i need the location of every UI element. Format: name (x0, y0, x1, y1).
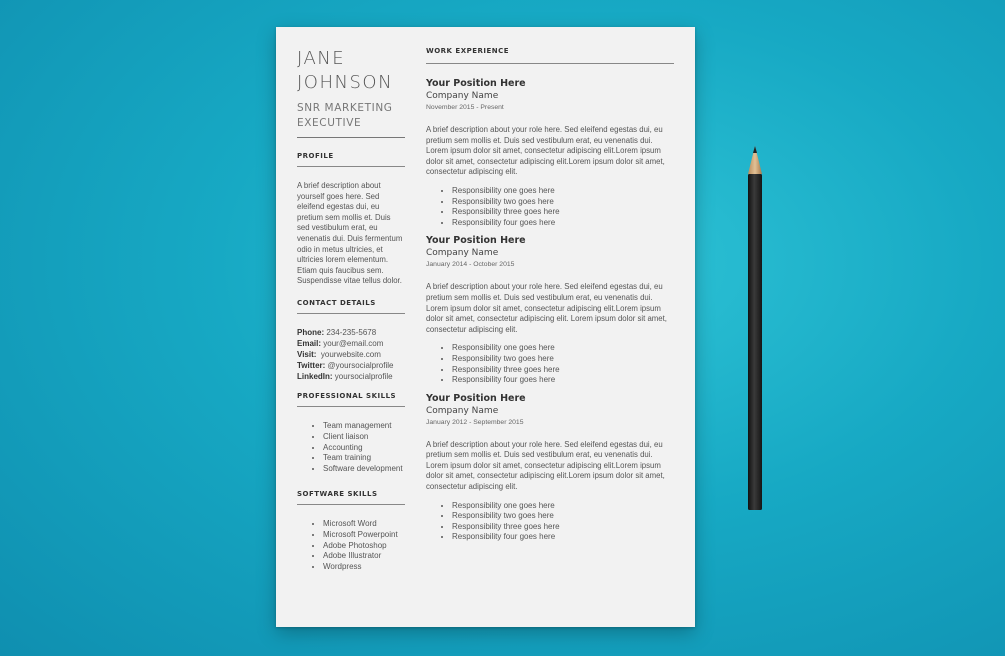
job-responsibilities (426, 343, 674, 385)
name-divider (297, 137, 405, 138)
contact-divider (297, 313, 405, 314)
work-experience-divider (426, 63, 674, 64)
resume-sidebar (297, 47, 405, 572)
list-item: • Software development (323, 464, 405, 475)
list-item: • Responsibility three goes here (452, 365, 674, 376)
contact-visit: Visit: yourwebsite.com (297, 349, 381, 359)
job-description: A brief description about your role here. Sed eleifend egestas dui, eu pretium sem mollis et. Duis sed vestibulum erat, eu venenatis dui. Lorem ipsum dolor sit amet, consectetur adipiscing elit.Lorem ipsum dolor sit amet, consectetur adipiscing elit. Lorem ipsum dolor sit amet, consectetur adipiscing elit. (426, 282, 667, 334)
job-entry (426, 77, 674, 228)
job-position: Your Position Here (426, 392, 526, 404)
job-title-line-2: EXECUTIVE (297, 117, 362, 129)
resume-main (426, 47, 674, 543)
list-item: • Responsibility one goes here (452, 343, 674, 354)
contact-details (297, 328, 405, 383)
profile-text: A brief description about yourself goes here. Sed eleifend egestas dui, eu pretium sem mollis et. Duis sed vestibulum erat, eu venenatis dui. Duis fermentum odio in metus ultricies, et ultricies lorem elementum. Etiam quis faucibus sem. Suspendisse vitae tellus dolor. (297, 181, 403, 286)
list-item: • Responsibility four goes here (452, 218, 674, 229)
list-item: • Adobe Illustrator (323, 551, 405, 562)
contact-linkedin: LinkedIn: yoursocialprofile (297, 371, 393, 381)
job-title-line-1: SNR MARKETING (297, 102, 393, 114)
job-title (297, 101, 405, 131)
list-item: • Microsoft Word (323, 519, 405, 530)
list-item: • Responsibility two goes here (452, 197, 674, 208)
list-item: • Responsibility four goes here (452, 532, 674, 543)
job-dates: January 2014 - October 2015 (426, 261, 515, 269)
list-item: • Responsibility two goes here (452, 511, 674, 522)
profile-heading: PROFILE (297, 152, 334, 160)
list-item: • Team training (323, 453, 405, 464)
job-position: Your Position Here (426, 78, 526, 89)
professional-skills-divider (297, 406, 405, 407)
list-item: • Responsibility three goes here (452, 207, 674, 218)
contact-email: Email: your@email.com (297, 338, 384, 348)
job-dates: November 2015 - Present (426, 104, 504, 111)
list-item: • Microsoft Powerpoint (323, 530, 405, 541)
job-dates: January 2012 - September 2015 (426, 418, 524, 426)
job-description: A brief description about your role here. Sed eleifend egestas dui, eu pretium sem mollis et. Duis sed vestibulum erat, eu venenatis dui. Lorem ipsum dolor sit amet, consectetur adipiscing elit.Lorem ipsum dolor sit amet, consectetur adipiscing elit.Lorem ipsum dolor sit amet, consectetur adipiscing elit. (426, 439, 665, 492)
job-description: A brief description about your role here. Sed eleifend egestas dui, eu pretium sem mollis et. Duis sed vestibulum erat, eu venenatis dui. Lorem ipsum dolor sit amet, consectetur adipiscing elit.Lorem ipsum dolor sit amet, consectetur adipiscing elit.Lorem ipsum dolor sit amet, consectetur adipiscing elit. (426, 125, 665, 177)
profile-divider (297, 166, 405, 167)
list-item: • Responsibility three goes here (452, 522, 674, 533)
contact-heading: CONTACT DETAILS (297, 298, 376, 307)
job-company: Company Name (426, 91, 499, 101)
job-company: Company Name (426, 405, 499, 416)
contact-phone: Phone: 234-235-5678 (297, 327, 377, 337)
list-item: • Client liaison (323, 432, 405, 443)
pencil-body (748, 174, 762, 510)
list-item: • Responsibility four goes here (452, 375, 674, 386)
list-item: • Responsibility one goes here (452, 501, 674, 512)
job-entry (426, 392, 674, 543)
list-item: • Wordpress (323, 562, 405, 573)
name-first: JANE (297, 48, 346, 69)
professional-skills-list (297, 421, 405, 474)
work-experience-heading: WORK EXPERIENCE (426, 47, 510, 55)
software-skills-heading: SOFTWARE SKILLS (297, 490, 378, 499)
list-item: • Responsibility two goes here (452, 354, 674, 365)
software-skills-divider (297, 504, 405, 505)
contact-twitter: Twitter: @yoursocialprofile (297, 360, 394, 370)
list-item: • Responsibility one goes here (452, 186, 674, 197)
software-skills-list (297, 519, 405, 572)
list-item: • Adobe Photoshop (323, 541, 405, 552)
pencil-icon (745, 146, 765, 512)
list-item: • Accounting (323, 443, 405, 454)
job-entry (426, 234, 674, 385)
job-company: Company Name (426, 248, 499, 259)
job-responsibilities (426, 501, 674, 543)
job-responsibilities (426, 186, 674, 228)
job-position: Your Position Here (426, 235, 526, 247)
professional-skills-heading: PROFESSIONAL SKILLS (297, 392, 397, 401)
list-item: • Team management (323, 421, 405, 432)
resume-page (276, 27, 695, 627)
name-last: JOHNSON (297, 72, 394, 93)
